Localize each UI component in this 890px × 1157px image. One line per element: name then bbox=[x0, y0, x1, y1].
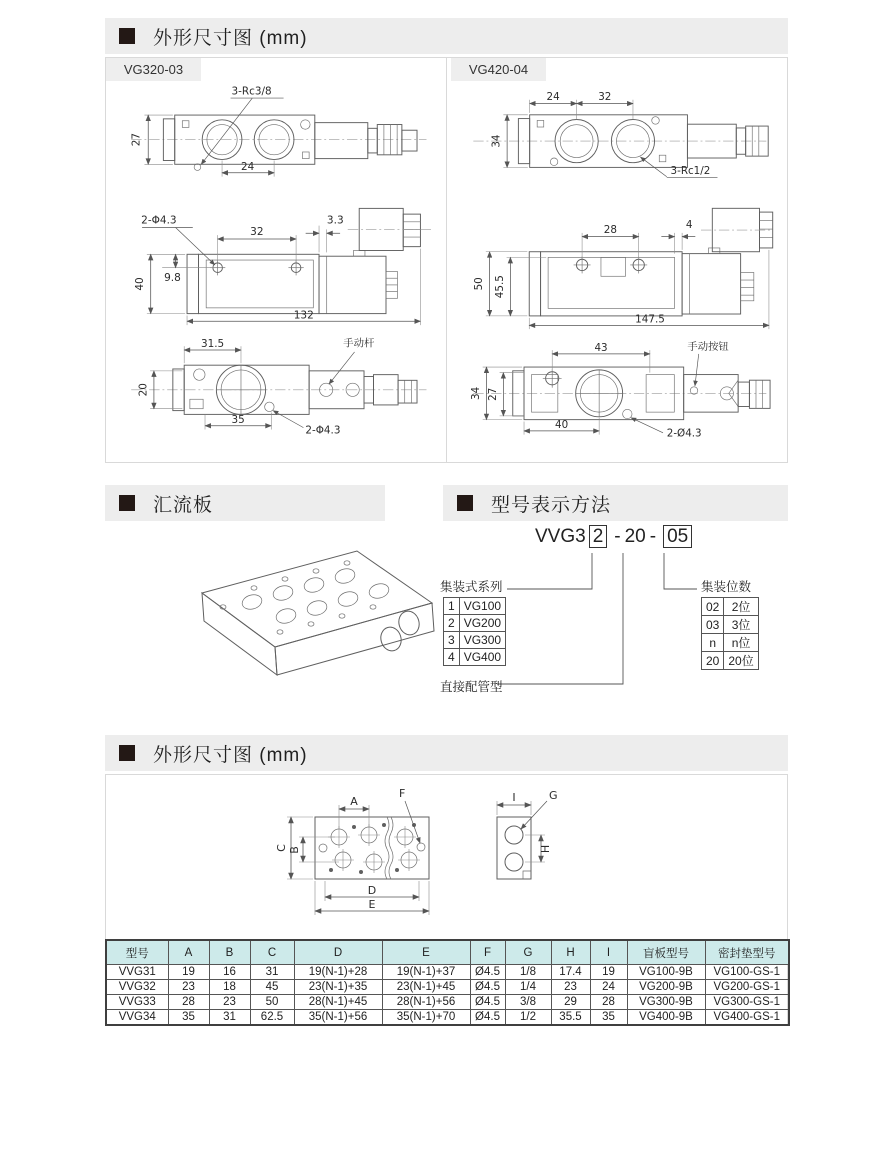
dim-3-3: 3.3 bbox=[326, 214, 344, 227]
vg420-04-panel bbox=[447, 58, 787, 462]
spec-column-header: 型号 bbox=[106, 940, 168, 965]
model-code-diagram bbox=[435, 521, 788, 711]
table-row bbox=[106, 965, 789, 980]
table-cell: 19 bbox=[590, 965, 627, 980]
plate-valve-holes bbox=[319, 823, 425, 874]
model-designation-section bbox=[440, 485, 788, 711]
table-row bbox=[444, 649, 506, 666]
section-header-dimensions-2 bbox=[105, 735, 788, 771]
table-cell: Ø4.5 bbox=[470, 995, 505, 1010]
vg320-03-side-view-drawing bbox=[111, 195, 441, 327]
table-cell: 18 bbox=[209, 980, 250, 995]
table-cell: 1 bbox=[444, 598, 460, 615]
table-cell: VVG34 bbox=[106, 1010, 168, 1026]
table-cell: VG300-9B bbox=[627, 995, 705, 1010]
manifold-isometric-drawing bbox=[147, 535, 447, 700]
section-header-model bbox=[443, 485, 788, 521]
dim-D: D bbox=[367, 884, 376, 897]
tab-vg320-03: VG320-03 bbox=[106, 58, 201, 81]
dim-45-5: 45.5 bbox=[493, 275, 506, 299]
table-cell: 35(N-1)+56 bbox=[294, 1010, 382, 1026]
valve-drawings-panel bbox=[105, 57, 788, 463]
table-cell: 31 bbox=[209, 1010, 250, 1026]
dim-G: G bbox=[548, 789, 558, 802]
section-title: 型号表示方法 bbox=[491, 494, 612, 516]
table-cell: 50 bbox=[250, 995, 294, 1010]
vg320-03-top-view-drawing bbox=[111, 81, 441, 187]
vg320-03-panel bbox=[106, 58, 446, 462]
model-code-dash: - bbox=[614, 525, 621, 547]
table-cell: 19(N-1)+28 bbox=[294, 965, 382, 980]
table-cell: 31 bbox=[250, 965, 294, 980]
table-row bbox=[444, 598, 506, 615]
table-cell: VG400-GS-1 bbox=[705, 1010, 789, 1026]
label-3-rc12: 3-Rc1/2 bbox=[670, 164, 711, 177]
table-row bbox=[702, 652, 759, 670]
page-content bbox=[105, 0, 788, 1026]
table-cell: Ø4.5 bbox=[470, 1010, 505, 1026]
label-2-dia43: 2-Ø4.3 bbox=[666, 427, 702, 440]
model-code-prefix: VVG3 bbox=[535, 525, 586, 547]
dim-27: 27 bbox=[486, 387, 499, 401]
dim-B: B bbox=[287, 846, 301, 854]
table-cell: 45 bbox=[250, 980, 294, 995]
dim-132: 132 bbox=[293, 309, 314, 322]
table-cell: VVG33 bbox=[106, 995, 168, 1010]
table-cell: 2位 bbox=[724, 598, 758, 616]
table-cell: 3 bbox=[444, 632, 460, 649]
table-row bbox=[106, 980, 789, 995]
table-cell: 02 bbox=[702, 598, 724, 616]
table-cell: 17.4 bbox=[551, 965, 590, 980]
spec-column-header: D bbox=[294, 940, 382, 965]
table-cell: 20 bbox=[702, 652, 724, 670]
dim-C: C bbox=[274, 844, 288, 852]
table-cell: 23 bbox=[168, 980, 209, 995]
table-cell: 3位 bbox=[724, 616, 758, 634]
series-table bbox=[443, 597, 506, 666]
table-row bbox=[444, 632, 506, 649]
table-cell: 23(N-1)+35 bbox=[294, 980, 382, 995]
dimensions-spec-table bbox=[105, 939, 790, 1026]
table-cell: 03 bbox=[702, 616, 724, 634]
dim-43: 43 bbox=[594, 342, 608, 355]
table-cell: 28 bbox=[590, 995, 627, 1010]
spec-column-header: C bbox=[250, 940, 294, 965]
vg420-side-geometry bbox=[486, 208, 773, 329]
stations-table bbox=[701, 597, 759, 670]
table-cell: 3/8 bbox=[505, 995, 551, 1010]
vg420-04-top-view-drawing bbox=[452, 81, 782, 189]
model-code-series-digit: 2 bbox=[589, 525, 608, 548]
section-bullet-icon bbox=[119, 28, 135, 44]
dim-35: 35 bbox=[231, 413, 245, 426]
dim-4: 4 bbox=[685, 219, 693, 232]
table-cell: VG300-GS-1 bbox=[705, 995, 789, 1010]
label-manual-button: 手动按钮 bbox=[687, 341, 729, 354]
dim-31-5: 31.5 bbox=[201, 338, 225, 351]
section-title: 外形尺寸图 (mm) bbox=[153, 27, 308, 49]
table-row bbox=[702, 616, 759, 634]
spec-column-header: B bbox=[209, 940, 250, 965]
dim-24: 24 bbox=[546, 90, 560, 103]
section-title: 外形尺寸图 (mm) bbox=[153, 744, 308, 766]
manifold-dimensions-panel bbox=[105, 774, 788, 1026]
spec-column-header: F bbox=[470, 940, 505, 965]
table-cell: VG200-GS-1 bbox=[705, 980, 789, 995]
table-cell: 29 bbox=[551, 995, 590, 1010]
dim-34: 34 bbox=[469, 386, 482, 400]
vg320-side-geometry bbox=[142, 208, 432, 325]
model-code-mid: 20 bbox=[624, 525, 646, 547]
vg320-bottom-geometry bbox=[131, 346, 426, 429]
model-code bbox=[535, 525, 695, 548]
dim-A: A bbox=[349, 795, 358, 808]
spec-column-header: E bbox=[382, 940, 470, 965]
section-header-dimensions-1 bbox=[105, 18, 788, 54]
manifold-section bbox=[105, 485, 443, 711]
table-cell: Ø4.5 bbox=[470, 980, 505, 995]
model-code-dash: - bbox=[649, 525, 657, 547]
table-cell: VG400 bbox=[459, 649, 505, 666]
vg420-04-side-view-drawing bbox=[452, 197, 782, 331]
label-2-phi43-bottom: 2-Φ4.3 bbox=[305, 424, 341, 437]
table-cell: VG100 bbox=[459, 598, 505, 615]
dim-40: 40 bbox=[555, 419, 569, 432]
table-cell: 35(N-1)+70 bbox=[382, 1010, 470, 1026]
dim-32: 32 bbox=[250, 226, 264, 239]
table-cell: VG300 bbox=[459, 632, 505, 649]
table-cell: VVG32 bbox=[106, 980, 168, 995]
table-cell: 1/2 bbox=[505, 1010, 551, 1026]
table-cell: Ø4.5 bbox=[470, 965, 505, 980]
dim-147-5: 147.5 bbox=[635, 313, 665, 326]
table-row bbox=[702, 598, 759, 616]
table-cell: VVG31 bbox=[106, 965, 168, 980]
spec-column-header: A bbox=[168, 940, 209, 965]
dim-24: 24 bbox=[240, 160, 255, 173]
table-cell: 62.5 bbox=[250, 1010, 294, 1026]
dim-20: 20 bbox=[137, 383, 150, 397]
stations-label: 集装位数 bbox=[701, 580, 752, 594]
section-title: 汇流板 bbox=[153, 494, 214, 516]
label-manual-lever: 手动杆 bbox=[343, 337, 375, 350]
table-row bbox=[444, 615, 506, 632]
dim-I: I bbox=[511, 791, 516, 804]
table-cell: 23 bbox=[209, 995, 250, 1010]
manifold-plate-drawing bbox=[267, 785, 627, 935]
dim-40: 40 bbox=[134, 277, 147, 291]
dim-27: 27 bbox=[130, 133, 143, 147]
table-cell: 28 bbox=[168, 995, 209, 1010]
table-cell: 2 bbox=[444, 615, 460, 632]
direct-piping-label: 直接配管型 bbox=[440, 680, 503, 694]
vg420-top-geometry bbox=[473, 100, 768, 178]
vg420-bottom-geometry bbox=[473, 350, 770, 435]
table-cell: 19 bbox=[168, 965, 209, 980]
table-cell: 4 bbox=[444, 649, 460, 666]
dim-32: 32 bbox=[598, 90, 612, 103]
table-cell: 24 bbox=[590, 980, 627, 995]
section-header-manifold bbox=[105, 485, 385, 521]
table-cell: 19(N-1)+37 bbox=[382, 965, 470, 980]
table-cell: VG200 bbox=[459, 615, 505, 632]
table-cell: VG200-9B bbox=[627, 980, 705, 995]
dim-28: 28 bbox=[603, 223, 617, 236]
table-cell: n位 bbox=[724, 634, 758, 652]
dim-H: H bbox=[538, 844, 552, 854]
table-cell: 35 bbox=[590, 1010, 627, 1026]
table-cell: VG100-9B bbox=[627, 965, 705, 980]
manifold-geometry bbox=[202, 551, 434, 675]
spec-column-header: 密封垫型号 bbox=[705, 940, 789, 965]
plate-geometry bbox=[287, 801, 547, 915]
dim-9-8: 9.8 bbox=[164, 272, 181, 285]
spec-column-header: H bbox=[551, 940, 590, 965]
table-row bbox=[106, 995, 789, 1010]
table-cell: 28(N-1)+56 bbox=[382, 995, 470, 1010]
table-cell: 16 bbox=[209, 965, 250, 980]
section-bullet-icon bbox=[119, 495, 135, 511]
table-row bbox=[106, 1010, 789, 1026]
series-label: 集装式系列 bbox=[440, 580, 503, 594]
dim-34: 34 bbox=[490, 134, 503, 148]
tab-vg420-04: VG420-04 bbox=[451, 58, 546, 81]
table-cell: n bbox=[702, 634, 724, 652]
vg420-04-bottom-view-drawing bbox=[452, 337, 782, 445]
spec-column-header: I bbox=[590, 940, 627, 965]
table-cell: 28(N-1)+45 bbox=[294, 995, 382, 1010]
label-3-rc38: 3-Rc3/8 bbox=[231, 85, 272, 98]
table-cell: 23 bbox=[551, 980, 590, 995]
table-row bbox=[702, 634, 759, 652]
dim-50: 50 bbox=[473, 277, 486, 291]
vg320-03-bottom-view-drawing bbox=[111, 333, 441, 439]
table-cell: 35.5 bbox=[551, 1010, 590, 1026]
spec-column-header: 盲板型号 bbox=[627, 940, 705, 965]
model-code-stations: 05 bbox=[663, 525, 692, 548]
table-cell: 35 bbox=[168, 1010, 209, 1026]
middle-row bbox=[105, 485, 788, 711]
label-2-phi43: 2-Φ4.3 bbox=[141, 214, 177, 227]
table-cell: 1/8 bbox=[505, 965, 551, 980]
table-cell: 1/4 bbox=[505, 980, 551, 995]
table-cell: 23(N-1)+45 bbox=[382, 980, 470, 995]
section-bullet-icon bbox=[457, 495, 473, 511]
dim-F: F bbox=[398, 787, 405, 800]
table-cell: 20位 bbox=[724, 652, 758, 670]
table-cell: VG100-GS-1 bbox=[705, 965, 789, 980]
vg320-top-geometry bbox=[131, 98, 426, 177]
table-cell: VG400-9B bbox=[627, 1010, 705, 1026]
spec-column-header: G bbox=[505, 940, 551, 965]
section-bullet-icon bbox=[119, 745, 135, 761]
spec-table-header-row bbox=[106, 940, 789, 965]
dim-E: E bbox=[368, 898, 375, 911]
